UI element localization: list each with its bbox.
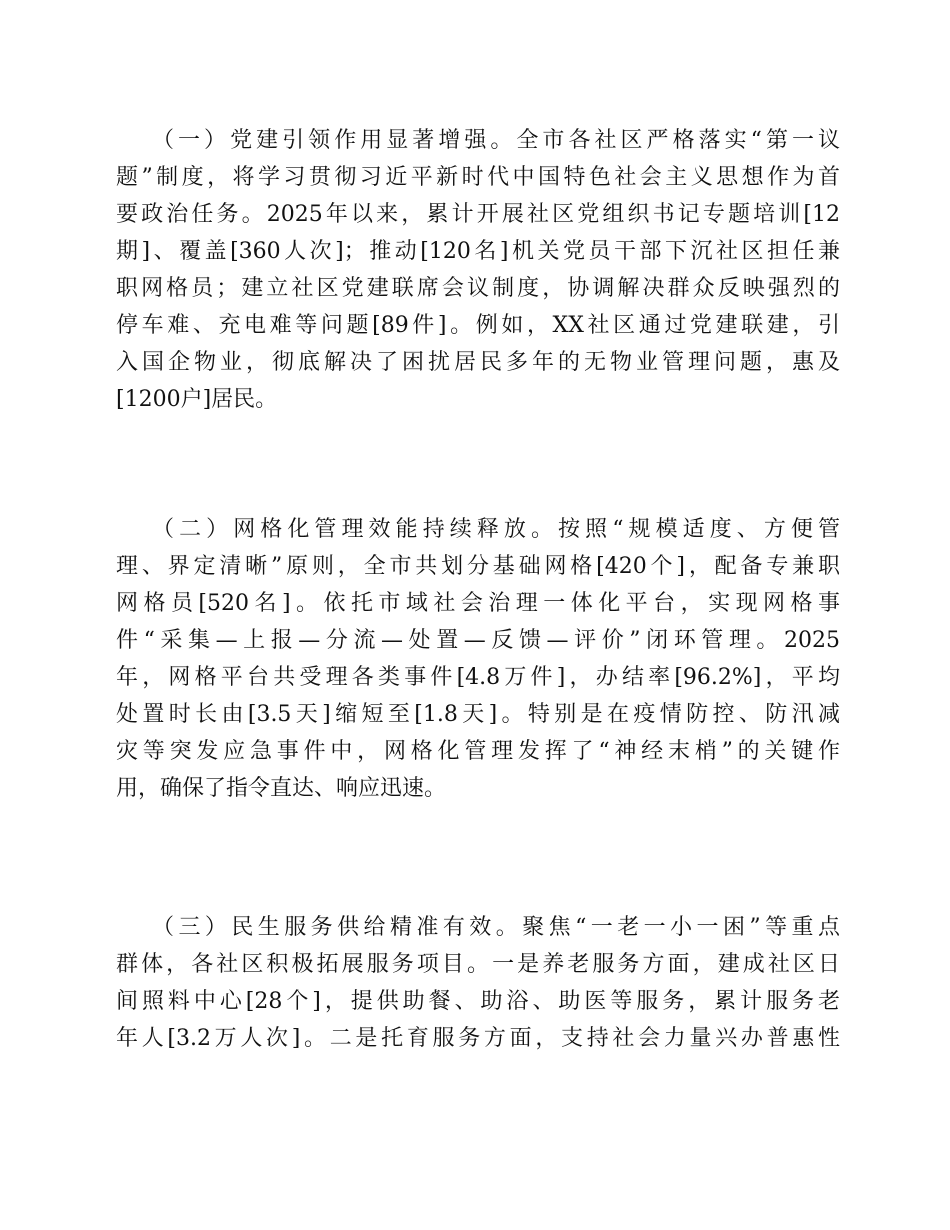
text-line: 用，确保了指令直达、响应迅速。 [116,776,447,801]
text-line: 理、界定清晰”原则，全市共划分基础网格[420个]，配备专兼职 [116,554,840,579]
text-line: 职网格员；建立社区党建联席会议制度，协调解决群众反映强烈的 [116,276,840,301]
text-line: 题”制度，将学习贯彻习近平新时代中国特色社会主义思想作为首 [116,165,840,190]
text-line: 件“采集—上报—分流—处置—反馈—评价”闭环管理。2025 [116,628,840,653]
text-line: 入国企物业，彻底解决了困扰居民多年的无物业管理问题，惠及 [116,350,840,375]
text-line: （二）网格化管理效能持续释放。按照“规模适度、方便管 [152,517,840,542]
text-line: 年人[3.2万人次]。二是托育服务方面，支持社会力量兴办普惠性 [116,1026,840,1051]
paragraph-grid-management [116,511,840,807]
text-line: [1200户]居民。 [116,387,278,412]
text-line: （一）党建引领作用显著增强。全市各社区严格落实“第一议 [152,128,840,153]
text-line: 停车难、充电难等问题[89件]。例如，XX社区通过党建联建，引 [116,313,840,338]
text-line: 网格员[520名]。依托市域社会治理一体化平台，实现网格事 [116,591,840,616]
text-line: 群体，各社区积极拓展服务项目。一是养老服务方面，建成社区日 [116,952,840,977]
text-line: 年，网格平台共受理各类事件[4.8万件]，办结率[96.2%]，平均 [116,665,840,690]
text-line: 间照料中心[28个]，提供助餐、助浴、助医等服务，累计服务老 [116,989,840,1014]
paragraph-livelihood-services [116,909,840,1057]
text-line: （三）民生服务供给精准有效。聚焦“一老一小一困”等重点 [152,915,840,940]
text-line: 要政治任务。2025年以来，累计开展社区党组织书记专题培训[12 [116,202,840,227]
text-line: 灾等突发应急事件中，网格化管理发挥了“神经末梢”的关键作 [116,739,840,764]
text-line: 期]、覆盖[360人次]；推动[120名]机关党员干部下沉社区担任兼 [116,239,840,264]
paragraph-party-building [116,122,840,418]
text-line: 处置时长由[3.5天]缩短至[1.8天]。特别是在疫情防控、防汛减 [116,702,840,727]
